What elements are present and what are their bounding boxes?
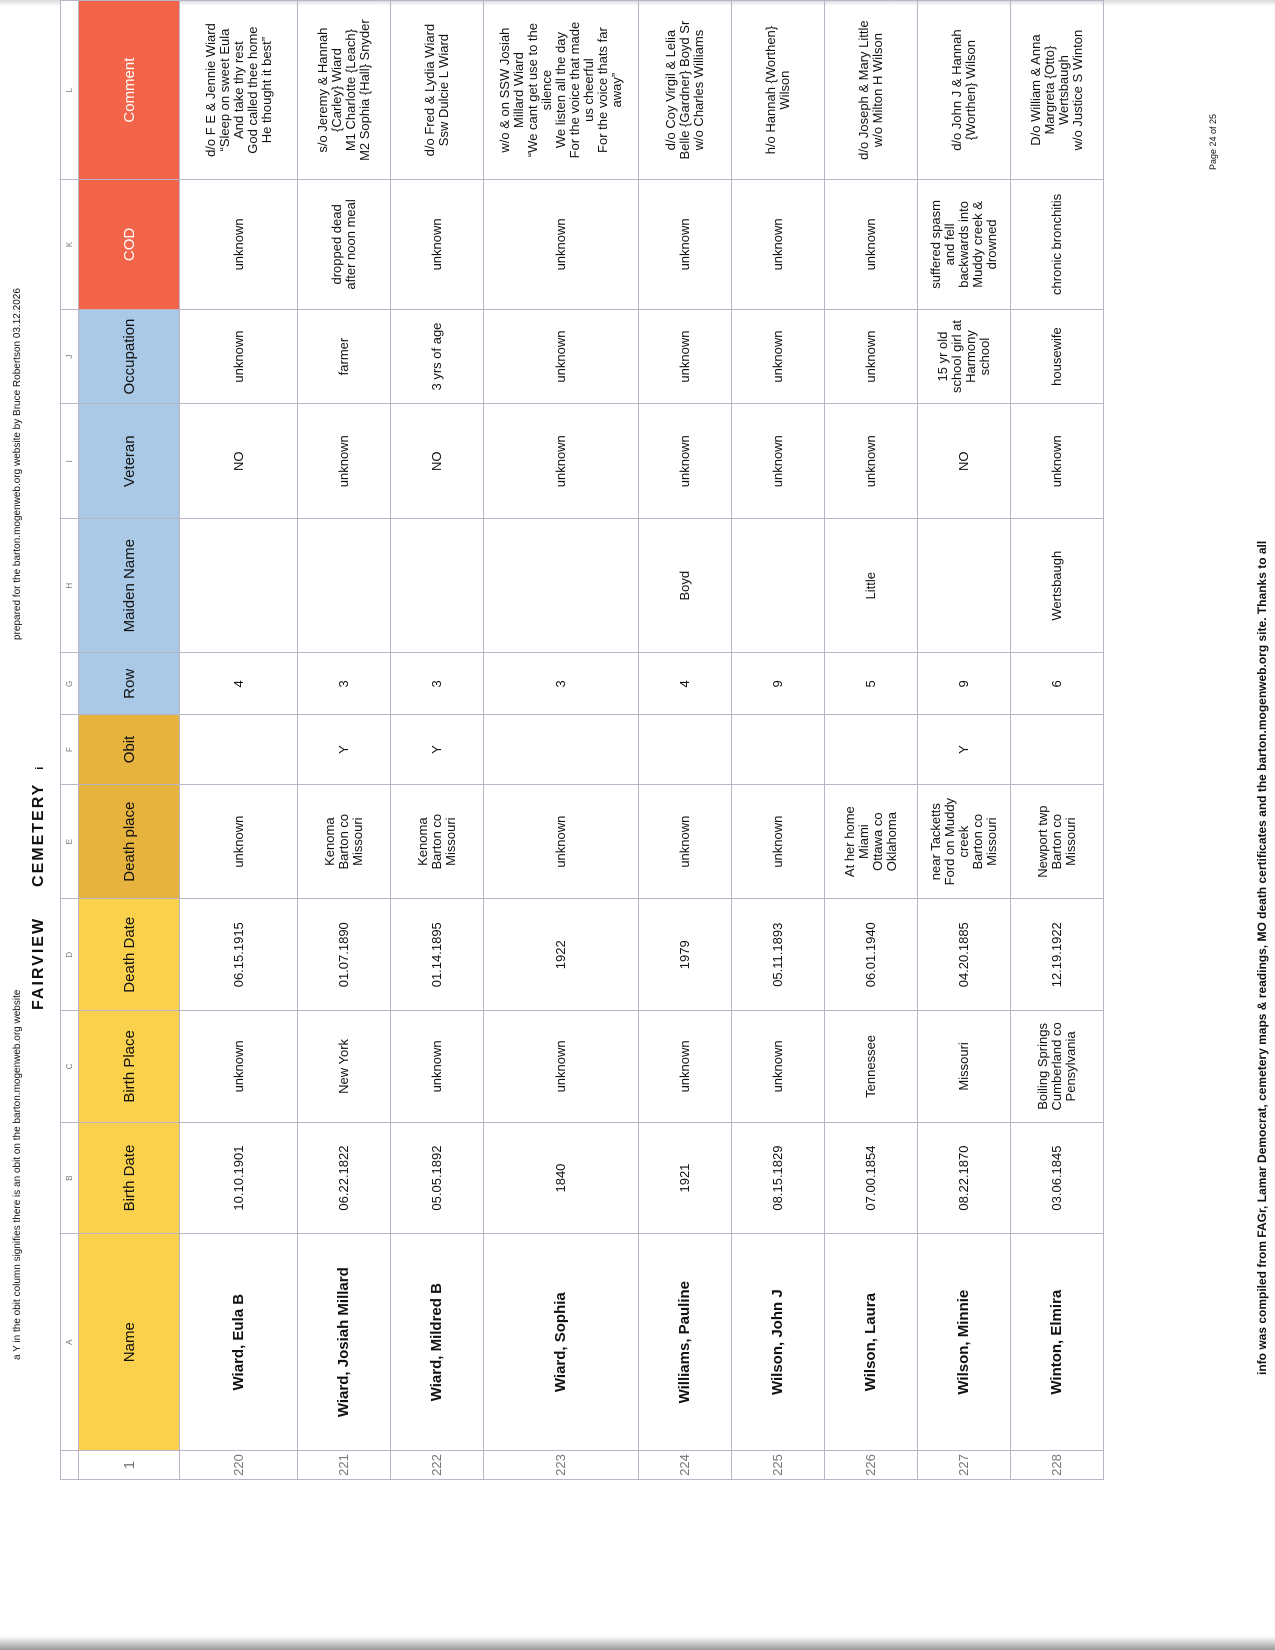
col-header-death-place: Death place	[79, 784, 180, 899]
column-letter-row	[61, 1, 79, 1480]
col-header-veteran: Veteran	[79, 404, 180, 518]
cell-occupation: unknown	[639, 309, 732, 404]
cell-row: 4	[639, 653, 732, 715]
cell-name: Wilson, Minnie	[918, 1234, 1011, 1451]
cell-maiden	[918, 518, 1011, 652]
cell-obit: Y	[298, 715, 391, 785]
cell-cod: unknown	[732, 180, 825, 309]
cell-name: Wilson, John J	[732, 1234, 825, 1451]
cell-birth-place: unknown	[732, 1011, 825, 1123]
col-letter: E	[61, 784, 79, 899]
cell-row: 3	[484, 653, 639, 715]
row-number: 227	[918, 1451, 1011, 1480]
cell-obit	[639, 715, 732, 785]
table-row	[298, 1, 391, 1480]
cell-name: Winton, Elmira	[1011, 1234, 1104, 1451]
cell-name: Wilson, Laura	[825, 1234, 918, 1451]
cell-death-date: 05.11.1893	[732, 899, 825, 1011]
cell-death-place: unknown	[180, 784, 298, 899]
title-left: FAIRVIEW	[30, 916, 47, 1010]
col-letter: A	[61, 1234, 79, 1451]
col-header-row: Row	[79, 653, 180, 715]
cell-veteran: NO	[180, 404, 298, 518]
col-header-occupation: Occupation	[79, 309, 180, 404]
cell-cod: unknown	[825, 180, 918, 309]
cell-birth-date: 10.10.1901	[180, 1122, 298, 1234]
cell-obit: Y	[918, 715, 1011, 785]
cell-occupation: unknown	[825, 309, 918, 404]
cell-veteran: NO	[391, 404, 484, 518]
cell-row: 9	[918, 653, 1011, 715]
cell-row: 9	[732, 653, 825, 715]
cell-death-date: 06.01.1940	[825, 899, 918, 1011]
cell-birth-place: unknown	[639, 1011, 732, 1123]
cell-cod: unknown	[391, 180, 484, 309]
cell-death-place: Newport twp Barton co Missouri	[1011, 784, 1104, 899]
cell-comment: d/o F E & Jennie Wiard “Sleep on sweet Eula And take thy rest God called thee home He thought it best”	[180, 1, 298, 180]
cell-birth-place: unknown	[391, 1011, 484, 1123]
cell-veteran: unknown	[1011, 404, 1104, 518]
cell-death-place: unknown	[732, 784, 825, 899]
cell-obit	[825, 715, 918, 785]
page-title	[30, 765, 48, 1010]
cell-birth-date: 08.15.1829	[732, 1122, 825, 1234]
cemetery-table	[60, 0, 1104, 1480]
col-letter: B	[61, 1122, 79, 1234]
cell-veteran: NO	[918, 404, 1011, 518]
cell-cod: unknown	[484, 180, 639, 309]
cell-comment: w/o & on SSW Josiah Millard Wiard “We cant get use to the silence We listen all the day For the voice that made us cheerful For the voice thats far away”	[484, 1, 639, 180]
cell-name: Wiard, Josiah Millard	[298, 1234, 391, 1451]
row-number: 220	[180, 1451, 298, 1480]
col-header-birth-date: Birth Date	[79, 1122, 180, 1234]
cell-cod: unknown	[639, 180, 732, 309]
cell-death-place: At her home Miami Ottawa co Oklahoma	[825, 784, 918, 899]
cell-birth-place: Boiling Springs Cumberland co Pensylvania	[1011, 1011, 1104, 1123]
row-number: 223	[484, 1451, 639, 1480]
cell-row: 3	[391, 653, 484, 715]
table-row	[732, 1, 825, 1480]
cell-veteran: unknown	[484, 404, 639, 518]
cell-veteran: unknown	[298, 404, 391, 518]
row-number: 221	[298, 1451, 391, 1480]
cell-row: 5	[825, 653, 918, 715]
title-mark: i	[34, 764, 46, 770]
table-row	[825, 1, 918, 1480]
cell-death-place: unknown	[484, 784, 639, 899]
cell-row: 3	[298, 653, 391, 715]
row-number: 228	[1011, 1451, 1104, 1480]
cell-veteran: unknown	[639, 404, 732, 518]
cell-name: Wiard, Eula B	[180, 1234, 298, 1451]
cell-birth-place: New York	[298, 1011, 391, 1123]
cell-death-place: near Tacketts Ford on Muddy creek Barton co Missouri	[918, 784, 1011, 899]
cell-birth-place: unknown	[180, 1011, 298, 1123]
cell-birth-place: Missouri	[918, 1011, 1011, 1123]
col-letter: L	[61, 1, 79, 180]
cell-death-date: 1922	[484, 899, 639, 1011]
col-header-maiden-name: Maiden Name	[79, 518, 180, 652]
col-letter: I	[61, 404, 79, 518]
cell-obit	[180, 715, 298, 785]
cell-cod: unknown	[180, 180, 298, 309]
cell-maiden	[732, 518, 825, 652]
cell-obit	[484, 715, 639, 785]
cell-veteran: unknown	[732, 404, 825, 518]
cell-occupation: housewife	[1011, 309, 1104, 404]
obit-note: a Y in the obit column signifies there is an obit on the barton.mogenweb.org website	[12, 989, 23, 1360]
cell-comment: d/o John J & Hannah {Worthen} Wilson	[918, 1, 1011, 180]
cell-veteran: unknown	[825, 404, 918, 518]
cell-name: Wiard, Sophia	[484, 1234, 639, 1451]
prepared-by: prepared for the barton.mogenweb.org website by Bruce Robertson 03.12.2026	[12, 288, 23, 640]
cell-birth-date: 08.22.1870	[918, 1122, 1011, 1234]
cell-death-date: 06.15.1915	[180, 899, 298, 1011]
table-row	[918, 1, 1011, 1480]
cell-obit: Y	[391, 715, 484, 785]
header-row	[79, 1, 180, 1480]
row-number: 222	[391, 1451, 484, 1480]
cell-cod: chronic bronchitis	[1011, 180, 1104, 309]
cell-death-place: Kenoma Barton co Missouri	[391, 784, 484, 899]
table-body	[180, 1, 1104, 1480]
table-row	[484, 1, 639, 1480]
page-number: Page 24 of 25	[1208, 113, 1218, 170]
cell-maiden: Wertsbaugh	[1011, 518, 1104, 652]
cell-maiden	[298, 518, 391, 652]
cell-birth-date: 07.00.1854	[825, 1122, 918, 1234]
corner-cell	[61, 1451, 79, 1480]
col-letter: F	[61, 715, 79, 785]
cell-maiden	[180, 518, 298, 652]
col-letter: C	[61, 1011, 79, 1123]
row-number: 225	[732, 1451, 825, 1480]
table-row	[180, 1, 298, 1480]
table-row	[639, 1, 732, 1480]
cell-occupation: unknown	[732, 309, 825, 404]
col-header-cod: COD	[79, 180, 180, 309]
cell-comment: s/o Jeremy & Hannah {Carley} Wiard M1 Charlotte {Leach} M2 Sophia {Hall} Snyder	[298, 1, 391, 180]
cell-maiden	[391, 518, 484, 652]
cell-death-date: 04.20.1885	[918, 899, 1011, 1011]
cell-death-date: 12.19.1922	[1011, 899, 1104, 1011]
col-header-death-date: Death Date	[79, 899, 180, 1011]
col-letter: K	[61, 180, 79, 309]
row-number: 224	[639, 1451, 732, 1480]
col-letter: J	[61, 309, 79, 404]
row-number: 1	[79, 1451, 180, 1480]
cell-cod: dropped dead after noon meal	[298, 180, 391, 309]
cell-maiden: Boyd	[639, 518, 732, 652]
cell-comment: d/o Coy Virgil & Lelia Belle {Gardner} Boyd Sr w/o Charles Williams	[639, 1, 732, 180]
cell-occupation: farmer	[298, 309, 391, 404]
cell-obit	[1011, 715, 1104, 785]
col-header-comment: Comment	[79, 1, 180, 180]
cell-comment: d/o Fred & Lydia Wiard Ssw Dulcie L Wiard	[391, 1, 484, 180]
cell-comment: D/o William & Anna Margreta {Otto} Wertsbaugh w/o Justice S Winton	[1011, 1, 1104, 180]
cell-death-place: unknown	[639, 784, 732, 899]
col-letter: G	[61, 653, 79, 715]
cell-name: Williams, Pauline	[639, 1234, 732, 1451]
cell-obit	[732, 715, 825, 785]
col-letter: H	[61, 518, 79, 652]
table-row	[391, 1, 484, 1480]
col-header-obit: Obit	[79, 715, 180, 785]
cell-row: 6	[1011, 653, 1104, 715]
cell-birth-date: 05.05.1892	[391, 1122, 484, 1234]
cell-comment: h/o Hannah {Worthen} Wilson	[732, 1, 825, 180]
cell-occupation: unknown	[484, 309, 639, 404]
col-header-name: Name	[79, 1234, 180, 1451]
cell-death-date: 01.14.1895	[391, 899, 484, 1011]
title-right: CEMETERY	[30, 782, 47, 887]
cell-birth-place: unknown	[484, 1011, 639, 1123]
cell-birth-date: 1840	[484, 1122, 639, 1234]
cell-comment: d/o Joseph & Mary Little w/o Milton H Wilson	[825, 1, 918, 180]
cell-birth-date: 1921	[639, 1122, 732, 1234]
cell-maiden	[484, 518, 639, 652]
cell-death-place: Kenoma Barton co Missouri	[298, 784, 391, 899]
cell-row: 4	[180, 653, 298, 715]
cell-occupation: unknown	[180, 309, 298, 404]
col-letter: D	[61, 899, 79, 1011]
cell-death-date: 1979	[639, 899, 732, 1011]
table-row	[1011, 1, 1104, 1480]
col-header-birth-place: Birth Place	[79, 1011, 180, 1123]
cell-occupation: 3 yrs of age	[391, 309, 484, 404]
cell-cod: suffered spasm and fell backwards into Muddy creek & drowned	[918, 180, 1011, 309]
row-number: 226	[825, 1451, 918, 1480]
cell-birth-date: 06.22.1822	[298, 1122, 391, 1234]
cell-occupation: 15 yr old school girl at Harmony school	[918, 309, 1011, 404]
cell-birth-date: 03.06.1845	[1011, 1122, 1104, 1234]
cell-name: Wiard, Mildred B	[391, 1234, 484, 1451]
cell-death-date: 01.07.1890	[298, 899, 391, 1011]
cell-maiden: Little	[825, 518, 918, 652]
footer-credits: info was compiled from FAGr, Lamar Democrat, cemetery maps & readings, MO death certificates and the barton.mogenweb.org site. Thanks to all	[1255, 540, 1269, 1375]
cell-birth-place: Tennessee	[825, 1011, 918, 1123]
